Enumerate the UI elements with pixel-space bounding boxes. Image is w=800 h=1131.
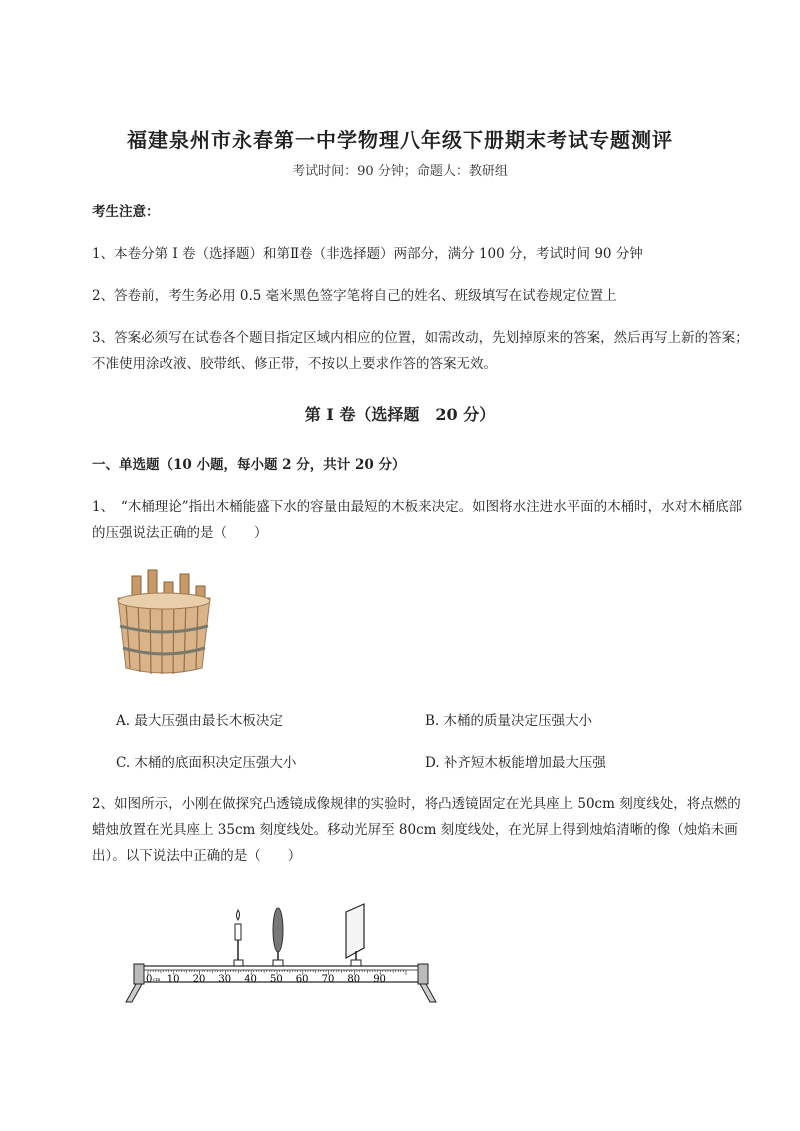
question-1-stem: 1、 “木桶理论”指出木桶能盛下水的容量由最短的木板来决定。如图将水注进水平面的木桶时，水对木桶底部的压强说法正确的是（ ）: [92, 499, 743, 541]
bench-tick-label: 90: [373, 974, 386, 985]
option-c: C. 木桶的底面积决定压强大小: [116, 755, 297, 771]
part-heading: 一、单选题（10 小题，每小题 2 分，共计 20 分）: [92, 457, 406, 473]
section-title: 第 I 卷（选择题 20 分）: [304, 405, 496, 424]
bench-tick-label: 80: [347, 974, 361, 985]
bench-tick-label: 30: [218, 974, 232, 985]
bench-tick-label: 70: [321, 974, 335, 985]
page-title: 福建泉州市永春第一中学物理八年级下册期末考试专题测评: [127, 128, 673, 152]
option-d: D. 补齐短木板能增加最大压强: [425, 755, 606, 771]
bench-tick-label: 20: [192, 974, 206, 985]
bench-unit-label: cm: [153, 977, 161, 983]
bench-tick-label: 60: [295, 974, 309, 985]
bench-tick-label: 50: [270, 974, 283, 985]
question-2-stem: 2、如图所示，小刚在做探究凸透镜成像规律的实验时，将凸透镜固定在光具座上 50cm 刻度线处，将点燃的蜡烛放置在光具座上 35cm 刻度线处。移动光屏至 80cm 刻度线处，在光屏上得到烛焰清晰的像（烛焰未画出）。以下说法中正确的是（ ）: [92, 796, 741, 864]
wooden-bucket-image: [110, 568, 218, 678]
page-subtitle: 考试时间：90 分钟；命题人：教研组: [292, 164, 508, 179]
notice-heading: 考生注意：: [92, 204, 160, 220]
option-a: A. 最大压强由最长木板决定: [116, 713, 283, 729]
bench-tick-label: 0: [146, 974, 153, 985]
option-b: B. 木桶的质量决定压强大小: [425, 713, 593, 729]
notice-item-1: 1、本卷分第 I 卷（选择题）和第Ⅱ卷（非选择题）两部分，满分 100 分，考试时间 90 分钟: [92, 246, 643, 262]
notice-item-2: 2、答卷前，考生务必用 0.5 毫米黑色签字笔将自己的姓名、班级填写在试卷规定位置上: [92, 288, 617, 304]
bench-tick-label: 10: [166, 974, 180, 985]
optical-bench-image: [120, 884, 450, 1006]
notice-item-3: 3、答案必须写在试卷各个题目指定区域内相应的位置，如需改动，先划掉原来的答案，然后再写上新的答案；不准使用涂改液、胶带纸、修正带，不按以上要求作答的答案无效。: [92, 330, 749, 372]
bench-tick-label: 40: [244, 974, 257, 985]
